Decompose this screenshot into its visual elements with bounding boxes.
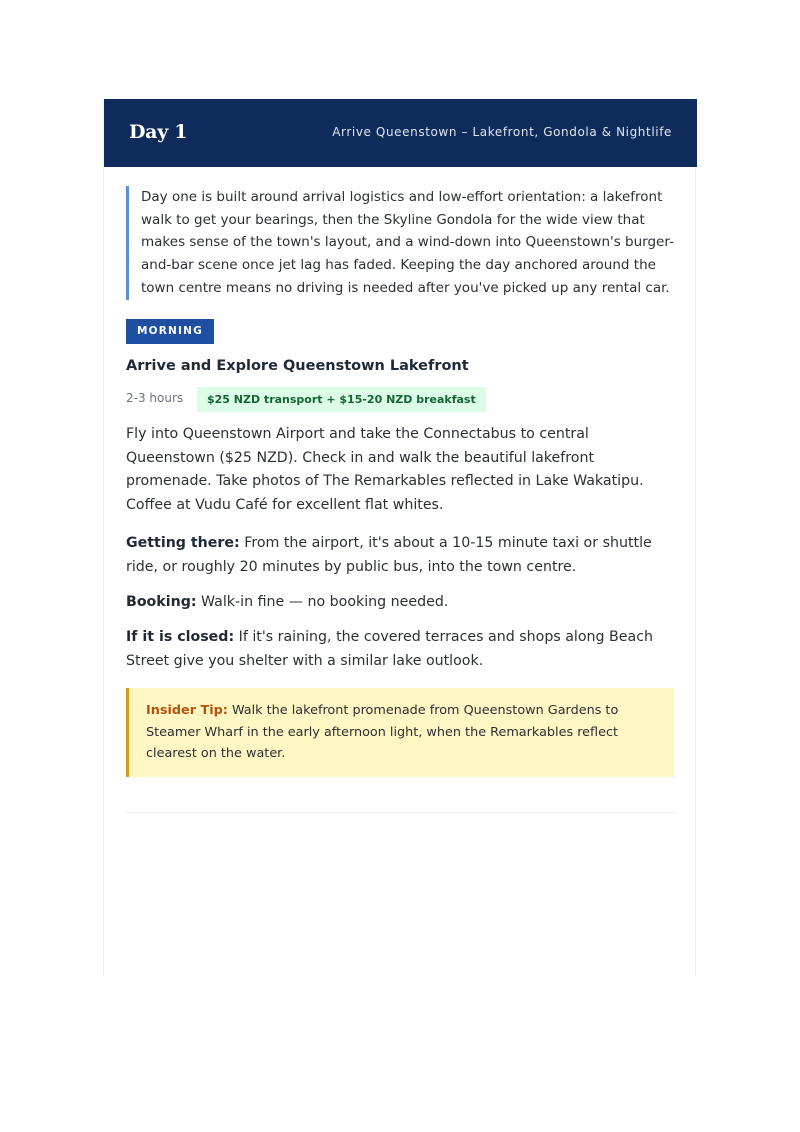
cost-badge: $25 NZD transport + $15-20 NZD breakfast — [197, 387, 486, 412]
section-divider — [126, 812, 676, 813]
day-subtitle: Arrive Queenstown – Lakefront, Gondola & Nightlife — [332, 125, 672, 139]
closed-label: If it is closed: — [126, 629, 235, 645]
closed-alternative — [126, 625, 678, 673]
activity-description: Fly into Queenstown Airport and take the Connectabus to central Queenstown ($25 NZD). Check in and walk the beautiful lakefront promenade. Take photos of The Remarkables reflected in Lake Wakatipu. Coffee at Vudu Café for excellent flat whites. — [126, 426, 644, 513]
getting-there — [126, 531, 678, 579]
insider-tip-label: Insider Tip: — [146, 703, 228, 718]
booking-text: Walk-in fine — no booking needed. — [196, 594, 449, 610]
closed-text: If it's raining, the covered terraces and shops along Beach Street give you shelter with a similar lake outlook. — [126, 629, 654, 669]
insider-tip-text: Walk the lakefront promenade from Queenstown Gardens to Steamer Wharf in the early afternoon light, when the Remarkables reflect clearest on the water. — [146, 703, 619, 761]
activity-title: Arrive and Explore Queenstown Lakefront — [126, 358, 469, 374]
day-card — [103, 99, 696, 975]
insider-tip — [126, 688, 674, 777]
day-header — [104, 99, 697, 167]
getting-there-label: Getting there: — [126, 535, 240, 551]
day-intro: Day one is built around arrival logistics and low-effort orientation: a lakefront walk to get your bearings, then the Skyline Gondola for the wide view that makes sense of the town's layout, and a wind-down into Queenstown's burger-and-bar scene once jet lag has faded. Keeping the day anchored around the town centre means no driving is needed after you've picked up any rental car. — [126, 186, 676, 300]
getting-there-text: From the airport, it's about a 10-15 minute taxi or shuttle ride, or roughly 20 minutes by public bus, into the town centre. — [126, 535, 652, 575]
booking-label: Booking: — [126, 594, 197, 610]
booking-info — [126, 590, 678, 614]
day-title: Day 1 — [129, 121, 188, 143]
time-of-day-badge: MORNING — [126, 319, 214, 344]
duration-label: 2-3 hours — [126, 391, 184, 405]
